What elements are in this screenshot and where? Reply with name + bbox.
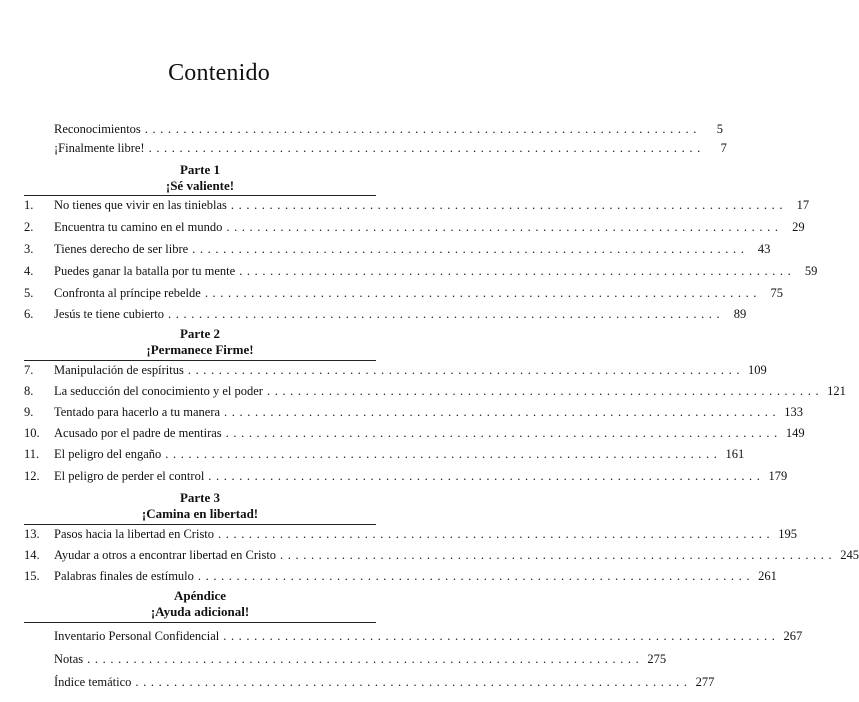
toc-entry-title: Reconocimientos (54, 122, 141, 136)
toc-entry[interactable] (24, 468, 788, 484)
toc-entry-title: El peligro de perder el control (54, 469, 205, 483)
dot-leader: ........................................................................ (192, 242, 749, 256)
toc-entry[interactable] (24, 219, 805, 235)
toc-entry-page: 5 (716, 122, 723, 136)
part-subtitle: ¡Camina en libertad! (141, 506, 259, 521)
dot-leader: ........................................................................ (230, 198, 788, 212)
toc-entry-title: Puedes ganar la batalla por tu mente (54, 264, 236, 278)
section-divider (24, 622, 376, 623)
toc-entry[interactable] (24, 306, 747, 322)
dot-leader: ........................................................................ (223, 629, 780, 643)
toc-entry-number: 14. (24, 548, 40, 562)
toc-entry-page: 149 (785, 426, 805, 440)
dot-leader: ........................................................................ (135, 675, 692, 689)
part-label: Parte 1 (179, 162, 221, 177)
toc-entry[interactable] (24, 404, 803, 420)
toc-entry-page: 195 (778, 527, 797, 541)
toc-entry-page: 261 (758, 569, 777, 583)
toc-entry-title: Ayudar a otros a encontrar libertad en Cristo (54, 548, 277, 562)
toc-entry-page: 89 (733, 307, 747, 321)
toc-entry-page: 59 (804, 264, 818, 278)
toc-entry-title: Tentado para hacerlo a tu manera (54, 405, 221, 419)
toc-entry-title: Acusado por el padre de mentiras (54, 426, 222, 440)
dot-leader: ........................................................................ (148, 141, 705, 155)
toc-entry-title: El peligro del engaño (54, 447, 162, 461)
toc-entry-number: 10. (24, 426, 40, 440)
toc-entry[interactable] (54, 121, 723, 137)
toc-entry[interactable] (24, 362, 767, 378)
toc-entry-number: 5. (24, 286, 34, 300)
toc-entry-title: Manipulación de espíritus (54, 363, 184, 377)
toc-entry-number: 15. (24, 569, 40, 583)
toc-entry-number: 9. (24, 405, 34, 419)
dot-leader: ........................................................................ (187, 363, 745, 377)
toc-entry-page: 275 (647, 652, 667, 666)
toc-entry-page: 133 (784, 405, 803, 419)
part-subtitle: ¡Ayuda adicional! (150, 604, 250, 619)
toc-entry-page: 277 (695, 675, 715, 689)
dot-leader: ........................................................................ (226, 220, 783, 234)
toc-entry-number: 4. (24, 264, 34, 278)
toc-entry[interactable] (24, 568, 777, 584)
toc-entry-page: 179 (768, 469, 788, 483)
part-label: Parte 3 (179, 490, 221, 505)
toc-entry-title: ¡Finalmente libre! (54, 141, 145, 155)
toc-entry[interactable] (54, 651, 667, 667)
toc-entry[interactable] (24, 285, 784, 301)
toc-entry-number: 1. (24, 198, 34, 212)
toc-entry[interactable] (24, 197, 810, 213)
toc-entry-number: 6. (24, 307, 34, 321)
toc-entry-page: 29 (792, 220, 805, 234)
toc-entry-title: Jesús te tiene cubierto (54, 307, 165, 321)
dot-leader: ........................................................................ (218, 527, 775, 541)
toc-entry-title: La seducción del conocimiento y el poder (54, 384, 263, 398)
toc-entry-number: 11. (24, 447, 40, 461)
section-divider (24, 195, 376, 196)
dot-leader: ........................................................................ (165, 447, 722, 461)
part-subtitle: ¡Permanece Firme! (146, 342, 254, 357)
toc-entry-title: Pasos hacia la libertad en Cristo (54, 527, 215, 541)
dot-leader: ........................................................................ (224, 405, 781, 419)
toc-entry[interactable] (24, 446, 745, 462)
toc-entry-page: 245 (840, 548, 859, 562)
toc-entry-number: 2. (24, 220, 34, 234)
toc-entry[interactable] (24, 263, 818, 279)
part-subtitle: ¡Sé valiente! (165, 178, 235, 193)
dot-leader: ........................................................................ (204, 286, 762, 300)
toc-entry-number: 12. (24, 469, 40, 483)
toc-entry-title: No tienes que vivir en las tinieblas (54, 198, 227, 212)
toc-entry-title: Índice temático (54, 675, 132, 689)
toc-entry[interactable] (24, 547, 859, 563)
toc-entry-page: 109 (748, 363, 767, 377)
page-title: Contenido (168, 60, 270, 86)
section-divider (24, 524, 376, 525)
dot-leader: ........................................................................ (168, 307, 725, 321)
toc-entry-title: Palabras finales de estímulo (54, 569, 194, 583)
dot-leader: ........................................................................ (280, 548, 837, 562)
toc-entry-number: 8. (24, 384, 34, 398)
toc-entry-page: 267 (783, 629, 803, 643)
section-divider (24, 360, 376, 361)
toc-entry[interactable] (24, 383, 846, 399)
toc-entry[interactable] (24, 526, 797, 542)
toc-entry[interactable] (24, 425, 805, 441)
toc-entry-number: 3. (24, 242, 34, 256)
toc-entry[interactable] (24, 241, 771, 257)
toc-entry-page: 121 (827, 384, 846, 398)
dot-leader: ........................................................................ (225, 426, 782, 440)
toc-entry-title: Confronta al príncipe rebelde (54, 286, 201, 300)
toc-entry-number: 7. (24, 363, 34, 377)
toc-entry-page: 17 (796, 198, 810, 212)
toc-entry-title: Encuentra tu camino en el mundo (54, 220, 223, 234)
toc-entry-page: 7 (720, 141, 727, 155)
dot-leader: ........................................................................ (197, 569, 755, 583)
dot-leader: ........................................................................ (144, 122, 701, 136)
toc-entry-title: Notas (54, 652, 84, 666)
toc-entry-title: Tienes derecho de ser libre (54, 242, 189, 256)
toc-entry-page: 161 (725, 447, 745, 461)
toc-entry-page: 43 (757, 242, 771, 256)
part-label: Apéndice (174, 588, 226, 603)
toc-entry-title: Inventario Personal Confidencial (54, 629, 220, 643)
dot-leader: ........................................................................ (87, 652, 644, 666)
dot-leader: ........................................................................ (208, 469, 765, 483)
toc-entry[interactable] (54, 140, 727, 156)
toc-entry-number: 13. (24, 527, 40, 541)
dot-leader: ........................................................................ (239, 264, 796, 278)
dot-leader: ........................................................................ (266, 384, 824, 398)
toc-entry[interactable] (54, 628, 803, 644)
toc-entry-page: 75 (770, 286, 784, 300)
toc-entry[interactable] (54, 674, 715, 690)
part-label: Parte 2 (179, 326, 221, 341)
